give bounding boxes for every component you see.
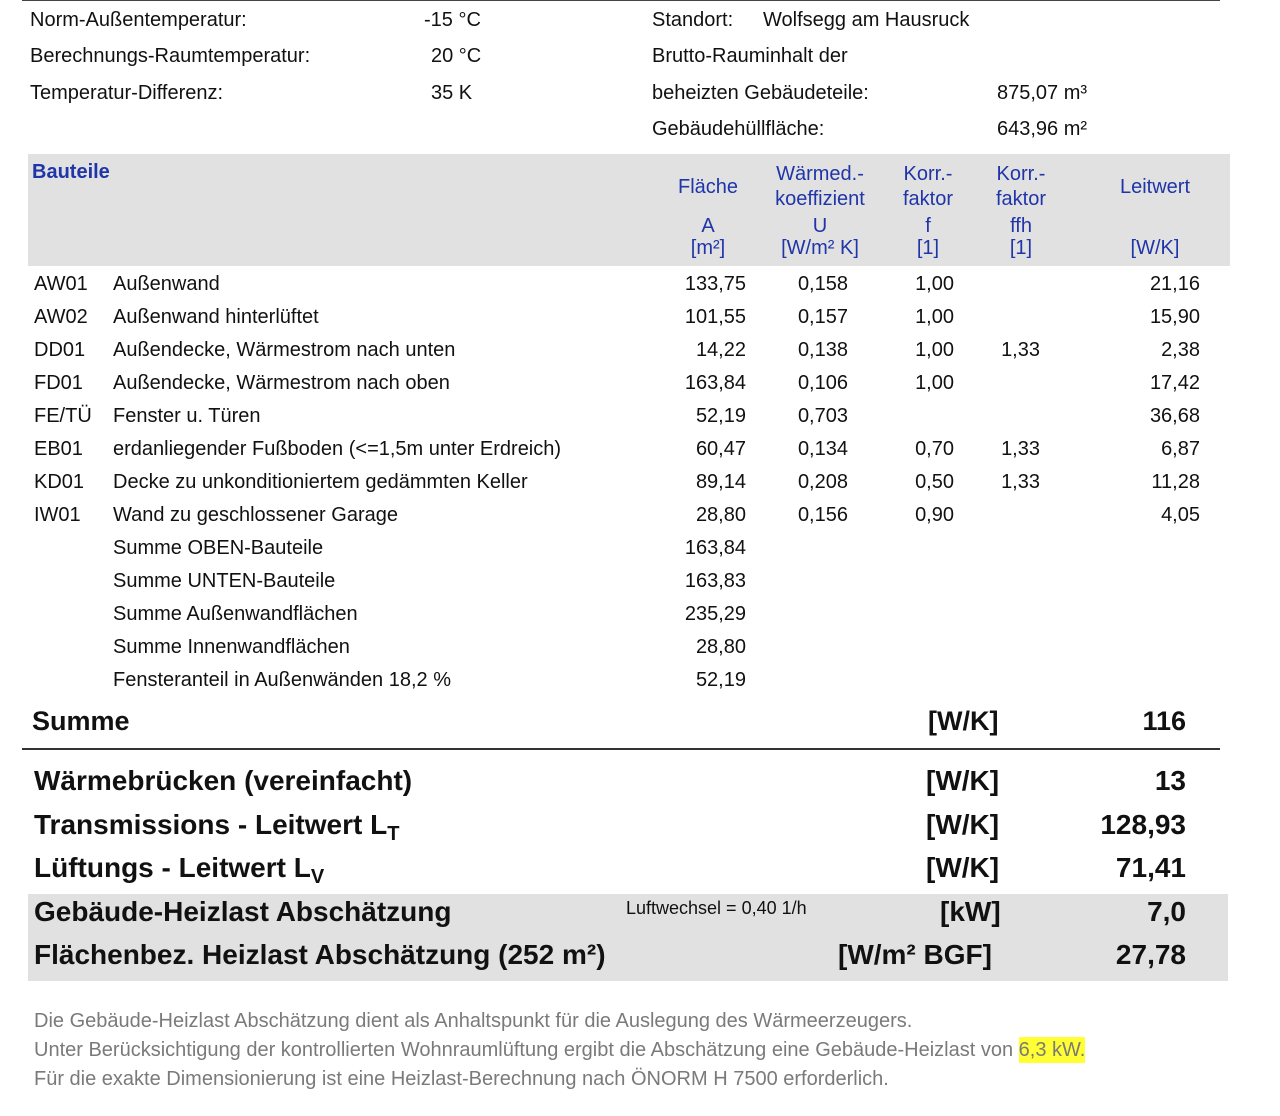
summe-label: Summe <box>32 706 130 736</box>
row-name: Decke zu unkonditioniertem gedämmten Keller <box>113 471 528 493</box>
row-korr-f: 0,50 <box>915 471 954 493</box>
row-code: IW01 <box>34 504 81 526</box>
row-name: Außendecke, Wärmestrom nach oben <box>113 372 450 394</box>
row-leitwert: 21,16 <box>1149 273 1200 295</box>
row-area: 163,84 <box>684 372 746 394</box>
row-leitwert: 17,42 <box>1149 372 1200 394</box>
row-korr-f: 1,00 <box>915 339 954 361</box>
col-header-korr-f-line1: Korr.- <box>903 163 953 185</box>
row-u-value: 0,134 <box>797 438 848 460</box>
footer-line-3: Für die exakte Dimensionierung ist eine Heizlast-Berechnung nach ÖNORM H 7500 erforderlich. <box>34 1068 889 1090</box>
row-leitwert: 2,38 <box>1161 339 1200 361</box>
location-label: Standort: <box>652 9 734 31</box>
waermebruecken-unit: [W/K] <box>926 765 1000 796</box>
table-row <box>0 334 1280 367</box>
row-korr-ffh: 1,33 <box>1001 438 1040 460</box>
waermebruecken-value: 13 <box>1154 765 1186 796</box>
row-korr-ffh: 1,33 <box>1001 471 1040 493</box>
summe-value: 116 <box>1142 706 1186 736</box>
table-row <box>0 499 1280 532</box>
row-u-value: 0,158 <box>797 273 848 295</box>
table-row <box>0 301 1280 334</box>
table-row <box>0 433 1280 466</box>
temp-diff-label: Temperatur-Differenz: <box>30 82 224 104</box>
footer-line-2 <box>34 1036 1085 1065</box>
row-code: AW01 <box>34 273 88 295</box>
row-u-value: 0,106 <box>797 372 848 394</box>
col-header-korr-f-unit: [1] <box>916 237 940 259</box>
row-name: Außenwand hinterlüftet <box>113 306 319 328</box>
col-header-bauteile: Bauteile <box>32 161 110 183</box>
ventilation-label-subscript: V <box>310 866 325 888</box>
row-u-value: 0,138 <box>797 339 848 361</box>
table-row <box>0 367 1280 400</box>
row-name: Außenwand <box>113 273 220 295</box>
col-header-waermed-line1: Wärmed.- <box>776 163 864 185</box>
col-header-korr-ffh-unit: [1] <box>1009 237 1033 259</box>
table-row <box>0 532 1280 565</box>
row-code: EB01 <box>34 438 83 460</box>
col-header-waermed-unit: [W/m² K] <box>781 237 859 259</box>
highlighted-heating-load: 6,3 kW. <box>1018 1039 1086 1061</box>
row-korr-f: 1,00 <box>915 306 954 328</box>
waermebruecken-label: Wärmebrücken (vereinfacht) <box>34 765 413 796</box>
row-name: Fensteranteil in Außenwänden 18,2 % <box>113 669 451 691</box>
row-name: Wand zu geschlossener Garage <box>113 504 398 526</box>
row-code: FE/TÜ <box>34 405 92 427</box>
table-row <box>0 466 1280 499</box>
area-heating-load-label: Flächenbez. Heizlast Abschätzung (252 m²) <box>34 939 606 970</box>
col-header-waermed-symbol: U <box>812 215 828 237</box>
gross-volume-value: 875,07 m³ <box>997 82 1088 104</box>
row-area: 163,84 <box>684 537 746 559</box>
row-korr-ffh: 1,33 <box>1001 339 1040 361</box>
row-code: FD01 <box>34 372 83 394</box>
transmission-label-text: Transmissions - Leitwert L <box>34 809 388 840</box>
col-header-leitwert-unit: [W/K] <box>1130 237 1180 259</box>
area-heating-load-unit: [W/m² BGF] <box>838 939 992 970</box>
heating-load-unit: [kW] <box>940 896 1001 927</box>
col-header-korr-ffh-line1: Korr.- <box>996 163 1046 185</box>
gross-volume-label-line2: beheizten Gebäudeteile: <box>652 82 869 104</box>
envelope-area-label: Gebäudehüllfläche: <box>652 118 825 140</box>
col-header-korr-ffh-symbol: ffh <box>1010 215 1032 237</box>
summe-unit: [W/K] <box>928 706 999 736</box>
transmission-label <box>34 808 400 845</box>
row-area: 235,29 <box>684 603 746 625</box>
heating-load-value: 7,0 <box>1147 896 1186 927</box>
row-area: 14,22 <box>695 339 746 361</box>
row-u-value: 0,703 <box>797 405 848 427</box>
row-code: AW02 <box>34 306 88 328</box>
footer-note <box>34 1007 1085 1094</box>
room-temp-value: 20 °C <box>431 45 482 67</box>
row-u-value: 0,156 <box>797 504 848 526</box>
row-leitwert: 15,90 <box>1149 306 1200 328</box>
envelope-area-value: 643,96 m² <box>997 118 1088 140</box>
row-leitwert: 4,05 <box>1161 504 1200 526</box>
row-area: 89,14 <box>695 471 746 493</box>
row-name: Summe Außenwandflächen <box>113 603 358 625</box>
col-header-korr-ffh-line2: faktor <box>995 188 1047 210</box>
row-name: Fenster u. Türen <box>113 405 261 427</box>
row-code: DD01 <box>34 339 86 361</box>
row-area: 52,19 <box>695 405 746 427</box>
col-header-flaeche-symbol: A <box>701 215 715 237</box>
row-name: Summe Innenwandflächen <box>113 636 350 658</box>
row-u-value: 0,157 <box>797 306 848 328</box>
transmission-value: 128,93 <box>1100 809 1186 840</box>
ventilation-label-text: Lüftungs - Leitwert L <box>34 852 311 883</box>
row-leitwert: 36,68 <box>1149 405 1200 427</box>
col-header-flaeche: Fläche <box>677 176 739 198</box>
row-leitwert: 6,87 <box>1161 438 1200 460</box>
table-row <box>0 565 1280 598</box>
row-korr-f: 0,70 <box>915 438 954 460</box>
gross-volume-label-line1: Brutto-Rauminhalt der <box>652 45 848 67</box>
row-area: 60,47 <box>695 438 746 460</box>
summe-rule <box>22 748 1220 750</box>
col-header-leitwert: Leitwert <box>1119 176 1191 198</box>
row-korr-f: 0,90 <box>915 504 954 526</box>
ventilation-label <box>34 851 325 888</box>
row-area: 52,19 <box>695 669 746 691</box>
area-heating-load-value: 27,78 <box>1115 939 1186 970</box>
row-korr-f: 1,00 <box>915 372 954 394</box>
row-name: Summe UNTEN-Bauteile <box>113 570 336 592</box>
row-area: 133,75 <box>684 273 746 295</box>
transmission-unit: [W/K] <box>926 809 1000 840</box>
heating-load-label: Gebäude-Heizlast Abschätzung <box>34 896 452 927</box>
norm-temp-label: Norm-Außentemperatur: <box>30 9 247 31</box>
table-row <box>0 598 1280 631</box>
col-header-korr-f-line2: faktor <box>902 188 954 210</box>
norm-temp-value: -15 °C <box>424 9 481 31</box>
footer-line-1: Die Gebäude-Heizlast Abschätzung dient als Anhaltspunkt für die Auslegung des Wärmeerzeugers. <box>34 1010 913 1032</box>
row-name: Summe OBEN-Bauteile <box>113 537 324 559</box>
footer-line-2-text: Unter Berücksichtigung der kontrollierten Wohnraumlüftung ergibt die Abschätzung eine Gebäude-Heizlast von <box>34 1039 1019 1061</box>
top-rule <box>22 0 1220 1</box>
col-header-korr-f-symbol: f <box>925 215 931 237</box>
row-area: 28,80 <box>695 636 746 658</box>
row-korr-f: 1,00 <box>915 273 954 295</box>
row-area: 163,83 <box>684 570 746 592</box>
col-header-waermed-line2: koeffizient <box>775 188 865 210</box>
location-value: Wolfsegg am Hausruck <box>763 9 970 31</box>
row-area: 101,55 <box>684 306 746 328</box>
table-row <box>0 268 1280 301</box>
row-code: KD01 <box>34 471 85 493</box>
row-name: erdanliegender Fußboden (<=1,5m unter Erdreich) <box>113 438 562 460</box>
table-row <box>0 400 1280 433</box>
table-row <box>0 631 1280 664</box>
col-header-flaeche-unit: [m²] <box>690 237 726 259</box>
row-u-value: 0,208 <box>797 471 848 493</box>
room-temp-label: Berechnungs-Raumtemperatur: <box>30 45 311 67</box>
row-leitwert: 11,28 <box>1151 471 1200 493</box>
transmission-label-subscript: T <box>387 823 400 845</box>
table-row <box>0 664 1280 697</box>
row-name: Außendecke, Wärmestrom nach unten <box>113 339 456 361</box>
ventilation-unit: [W/K] <box>926 852 1000 883</box>
temp-diff-value: 35 K <box>431 82 473 104</box>
row-area: 28,80 <box>695 504 746 526</box>
air-change-note: Luftwechsel = 0,40 1/h <box>626 898 807 918</box>
ventilation-value: 71,41 <box>1115 852 1186 883</box>
